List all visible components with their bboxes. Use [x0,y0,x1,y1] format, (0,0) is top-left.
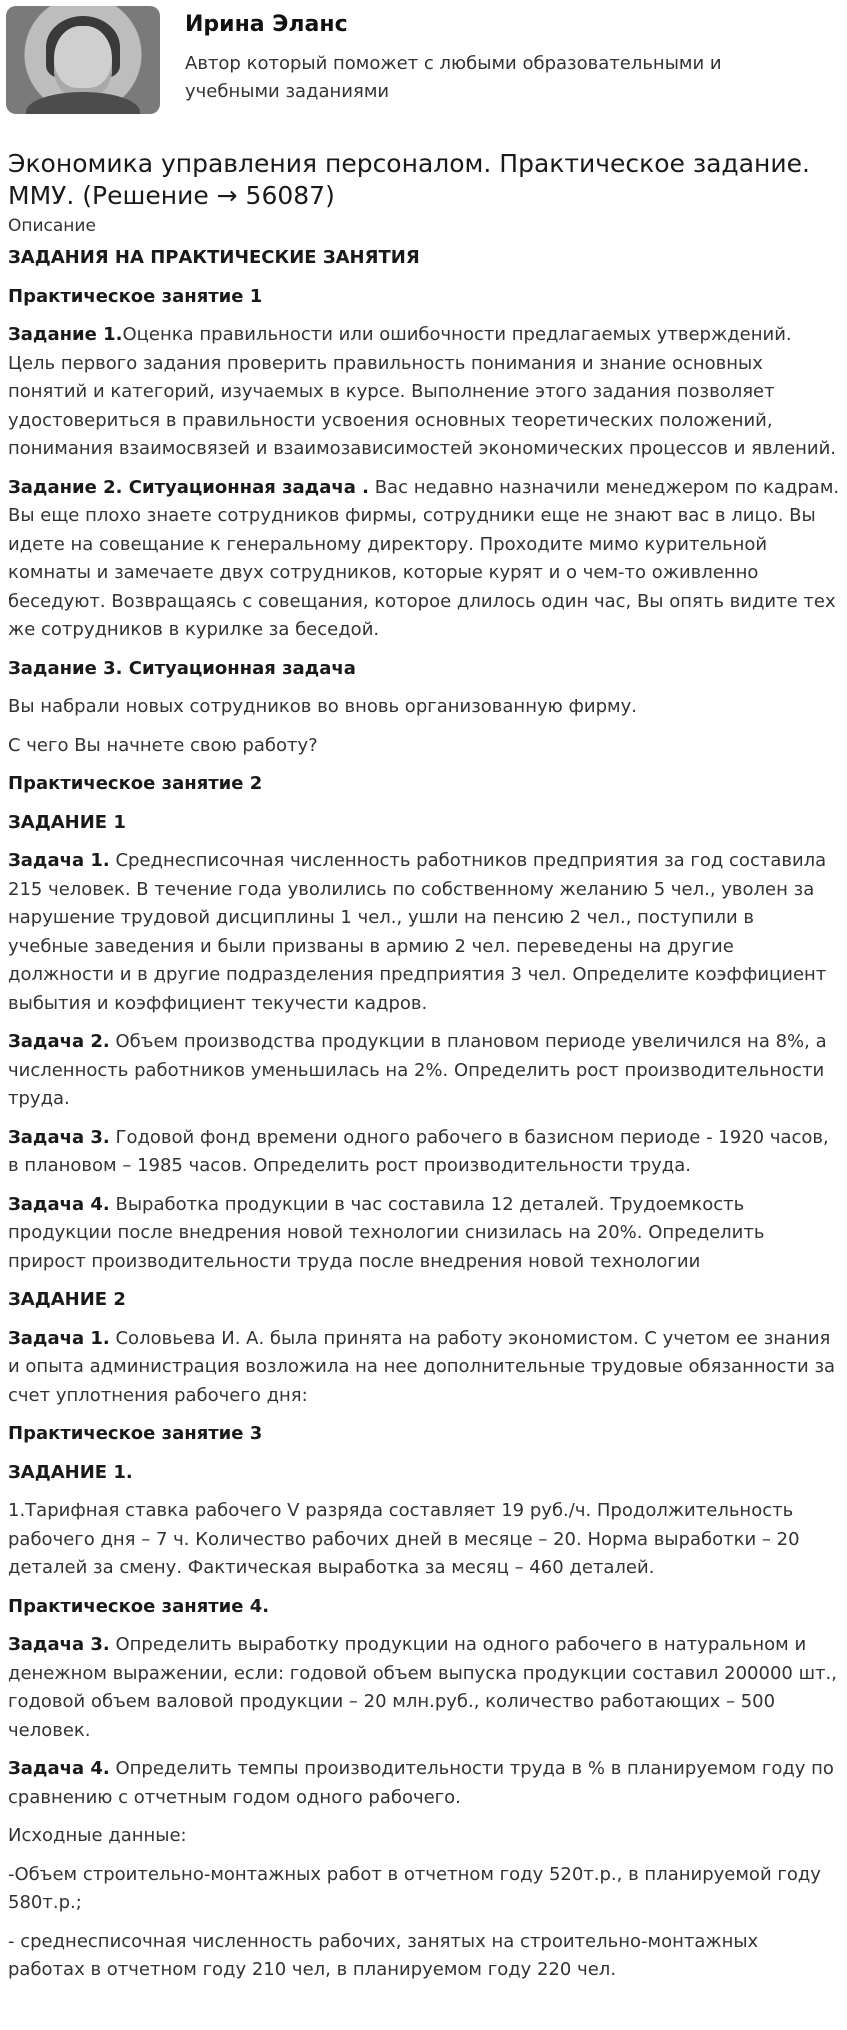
section-heading: Практическое занятие 1 [8,285,263,307]
paragraph: - среднесписочная численность рабочих, занятых на строительно-монтажных работах в отчетном году 210 чел, в планируемом году 220 чел. [8,1930,759,1980]
paragraph [8,474,840,645]
page-title: Экономика управления персоналом. Практическое задание. ММУ. (Решение → 56087) [8,149,810,210]
task-label: Задача 1. [8,1327,110,1349]
task-text: Определить темпы производительности труда в % в планируемом году по сравнению с отчетным годом одного рабочего. [8,1758,834,1808]
paragraph: Исходные данные: [8,1825,187,1846]
paragraph: -Объем строительно-монтажных работ в отчетном году 520т.р., в планируемой году 580т.р.; [8,1863,821,1913]
author-description: Автор который поможет с любыми образовательными и учебными заданиями [185,53,722,102]
description-label: Описание [8,216,96,236]
task-text: Вас недавно назначили менеджером по кадрам. Вы еще плохо знаете сотрудников фирмы, сотрудники еще не знают вас в лицо. Вы идете на совещание к генеральному директору. Проходите мимо курительной комнаты и замечаете двух сотрудников, которые курят и о чем-то оживленно беседуют. Возвращаясь с совещания, которое длилось один час, Вы опять видите тех же сотрудников в курилке за беседой. [8,476,840,640]
task-text: Соловьева И. А. была принята на работу экономистом. С учетом ее знания и опыта администрация возложила на нее дополнительные трудовые обязанности за счет уплотнения рабочего дня: [8,1327,836,1406]
task-label: Задача 2. [8,1031,110,1052]
paragraph [8,1631,840,1745]
content-heading: ЗАДАНИЯ НА ПРАКТИЧЕСКИЕ ЗАНЯТИЯ [8,247,420,268]
author-avatar[interactable] [6,6,160,114]
task-label: Задача 3. [8,1126,110,1148]
section-heading: ЗАДАНИЕ 2 [8,1289,126,1310]
paragraph [8,1124,840,1181]
paragraph: 1.Тарифная ставка рабочего V разряда составляет 19 руб./ч. Продолжительность рабочего дня – 7 ч. Количество рабочих дней в месяце – 20. Норма выработки – 20 деталей за смену. Фактическая выработка за месяц – 460 деталей. [8,1500,800,1578]
paragraph [8,1191,840,1277]
section-heading: ЗАДАНИЕ 1 [8,811,126,833]
task-label: Задача 4. [8,1758,110,1779]
paragraph [8,1028,840,1114]
task-text: Объем производства продукции в плановом периоде увеличился на 8%, а численность работников уменьшилась на 2%. Определить рост производительности труда. [8,1031,827,1109]
paragraph [8,321,840,464]
section-heading: Практическое занятие 3 [8,1423,263,1444]
task-label: Задание 2. Ситуационная задача . [8,476,369,498]
description-content [8,244,840,1995]
section-heading: Практическое занятие 2 [8,773,263,794]
task-text: Определить выработку продукции на одного рабочего в натуральном и денежном выражении, если: годовой объем выпуска продукции составил 200000 шт., годовой объем валовой продукции – 20 млн.руб., количество работающих – 500 человек. [8,1634,837,1741]
author-card [0,0,847,120]
task-text: Выработка продукции в час составила 12 деталей. Трудоемкость продукции после внедрения новой технологии снизилась на 20%. Определить прирост производительности труда после внедрения новой технологии [8,1193,765,1272]
task-label: Задача 3. [8,1634,110,1655]
task-label: Задача 4. [8,1193,110,1215]
paragraph [8,847,840,1018]
section-heading: Задание 3. Ситуационная задача [8,657,356,679]
section-heading: ЗАДАНИЕ 1. [8,1461,133,1483]
paragraph: С чего Вы начнете свою работу? [8,734,318,756]
paragraph [8,1755,840,1812]
task-label: Задача 1. [8,850,110,871]
task-text: Оценка правильности или ошибочности предлагаемых утверждений. Цель первого задания проверить правильность понимания и знание основных понятий и категорий, изучаемых в курсе. Выполнение этого задания позволяет удостовериться в правильности усвоения основных теоретических положений, понимания взаимосвязей и взаимозависимостей экономических процессов и явлений. [8,324,837,459]
avatar-face [54,26,112,98]
paragraph: Вы набрали новых сотрудников во вновь организованную фирму. [8,696,637,717]
avatar-shoulders [26,92,140,114]
paragraph [8,1325,840,1411]
task-text: Среднесписочная численность работников предприятия за год составила 215 человек. В течение года уволились по собственному желанию 5 чел., уволен за нарушение трудовой дисциплины 1 чел., ушли на пенсию 2 чел., поступили в учебные заведения и были призваны в армию 2 чел. переведены на другие должности и в другие подразделения предприятия 3 чел. Определите коэффициент выбытия и коэффициент текучести кадров. [8,850,827,1014]
author-name[interactable]: Ирина Эланс [185,12,348,37]
section-heading: Практическое занятие 4. [8,1595,270,1617]
task-text: Годовой фонд времени одного рабочего в базисном периоде - 1920 часов, в плановом – 1985 часов. Определить рост производительности труда. [8,1126,829,1176]
task-label: Задание 1. [8,324,123,345]
